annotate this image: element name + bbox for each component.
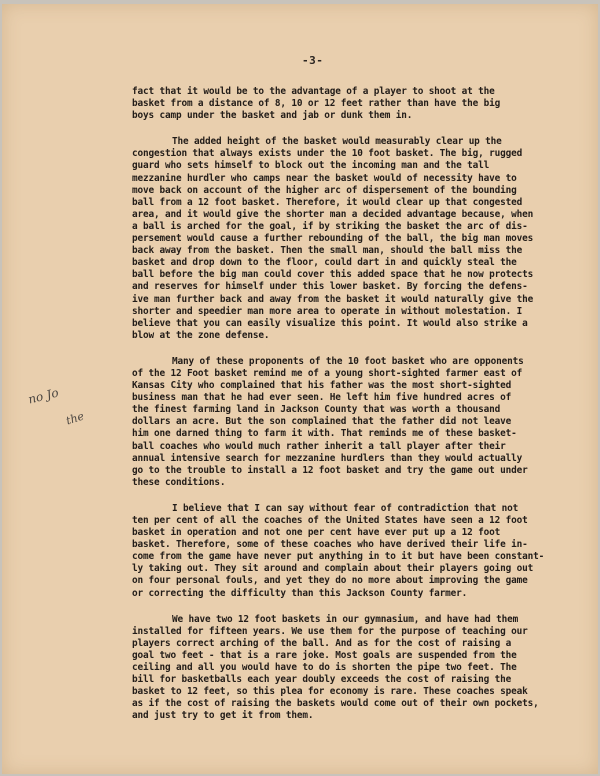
text-line: ball before the big man could cover this added space that he now protects (132, 269, 534, 281)
text-line: ten per cent of all the coaches of the United States have seen a 12 foot (132, 515, 528, 526)
text-line: on four personal fouls, and yet they do no more about improving the game (132, 575, 528, 587)
text-line: blow at the zone defense. (132, 329, 270, 341)
text-line: annual intensive search for mezzanine hurdlers than they would actually (132, 452, 523, 464)
text-line: or correcting the difficulty than this Jackson County farmer. (132, 587, 468, 599)
page-number: -3- (302, 54, 324, 67)
paragraph-5 (132, 614, 572, 723)
text-line: basket. Therefore, some of these coaches who have derived their life in- (132, 539, 528, 551)
text-line: players correct arching of the ball. And as for the cost of raising a (132, 637, 512, 649)
paragraph-3 (132, 356, 572, 489)
text-line: business man that he had ever seen. He left him five hundred acres of (132, 392, 512, 404)
text-line: shorter and speedier man more area to operate in without molestation. I (132, 305, 523, 317)
handwritten-margin-note-2: the (64, 409, 86, 428)
text-line: Many of these proponents of the 10 foot basket who are opponents (172, 355, 524, 367)
paragraph-4 (132, 503, 572, 600)
handwritten-margin-note: no Jo (26, 385, 61, 407)
document-page (2, 4, 598, 774)
text-line: the finest farming land in Jackson County that was worth a thousand (132, 404, 501, 416)
text-line: ball from a 12 foot basket. Therefore, it would clear up that congested (132, 196, 523, 208)
text-line: Kansas City who complained that his father was the most short-sighted (132, 380, 512, 392)
text-line: dollars an acre. But the son complained that the father did not leave (132, 416, 512, 428)
text-line: move back on account of the higher arc of dispersement of the bounding (132, 184, 517, 196)
text-line: bill for basketballs each year doubly exceeds the cost of raising the (132, 674, 512, 686)
text-line: We have two 12 foot baskets in our gymnasium, and have had them (172, 613, 519, 625)
text-line: these conditions. (132, 476, 226, 488)
text-line: basket and drop down to the floor, could dart in and quickly steal the (132, 257, 517, 269)
text-line: guard who sets himself to block out the incoming man and the tall (132, 160, 490, 172)
letter-body (132, 86, 572, 737)
text-line: and just try to get it from them. (132, 710, 314, 722)
text-line: basket to 12 feet, so this plea for economy is rare. These coaches speak (132, 686, 528, 698)
text-line: ly taking out. They sit around and complain about their players going out (132, 563, 534, 575)
text-line: ball coaches who would much rather inherit a tall player after their (132, 440, 506, 452)
text-line: back away from the basket. Then the small man, should the ball miss the (132, 245, 523, 257)
text-line: believe that you can easily visualize this point. It would also strike a (132, 317, 528, 329)
text-line: installed for fifteen years. We use them for the purpose of teaching our (132, 625, 528, 637)
text-line: ive man further back and away from the basket it would naturally give the (132, 293, 534, 305)
text-line: congestion that always exists under the 10 foot basket. The big, rugged (132, 148, 523, 160)
text-line: a ball is arched for the goal, if by striking the basket the arc of dis- (132, 220, 528, 232)
text-line: fact that it would be to the advantage of a player to shoot at the (132, 86, 495, 97)
text-line: basket in operation and not one per cent have ever put up a 12 foot (132, 527, 501, 539)
text-line: basket from a distance of 8, 10 or 12 feet rather than have the big (132, 98, 501, 110)
text-line: of the 12 Foot basket remind me of a young short-sighted farmer east of (132, 367, 523, 379)
text-line: go to the trouble to install a 12 foot basket and try the game out under (132, 464, 528, 476)
text-line: ceiling and all you would have to do is shorten the pipe two feet. The (132, 662, 517, 674)
text-line: goal two feet - that is a rare joke. Most goals are suspended from the (132, 649, 517, 661)
text-line: boys camp under the basket and jab or dunk them in. (132, 110, 413, 122)
text-line: as if the cost of raising the baskets would come out of their own pockets, (132, 698, 539, 710)
text-line: and reserves for himself under this lower basket. By forcing the defens- (132, 281, 528, 293)
text-line: The added height of the basket would measurably clear up the (172, 136, 502, 148)
text-line: area, and it would give the shorter man a decided advantage because, when (132, 208, 534, 220)
text-line: I believe that I can say without fear of contradiction that not (172, 502, 519, 514)
text-line: him one darned thing to farm it with. That reminds me of these basket- (132, 428, 517, 440)
text-line: come from the game have never put anything in to it but have been constant- (132, 551, 545, 563)
text-line: mezzanine hurdler who camps near the basket would of necessity have to (132, 172, 517, 184)
paragraph-1 (132, 86, 572, 122)
text-line: persement would cause a further rebounding of the ball, the big man moves (132, 233, 534, 245)
paragraph-2 (132, 136, 572, 342)
